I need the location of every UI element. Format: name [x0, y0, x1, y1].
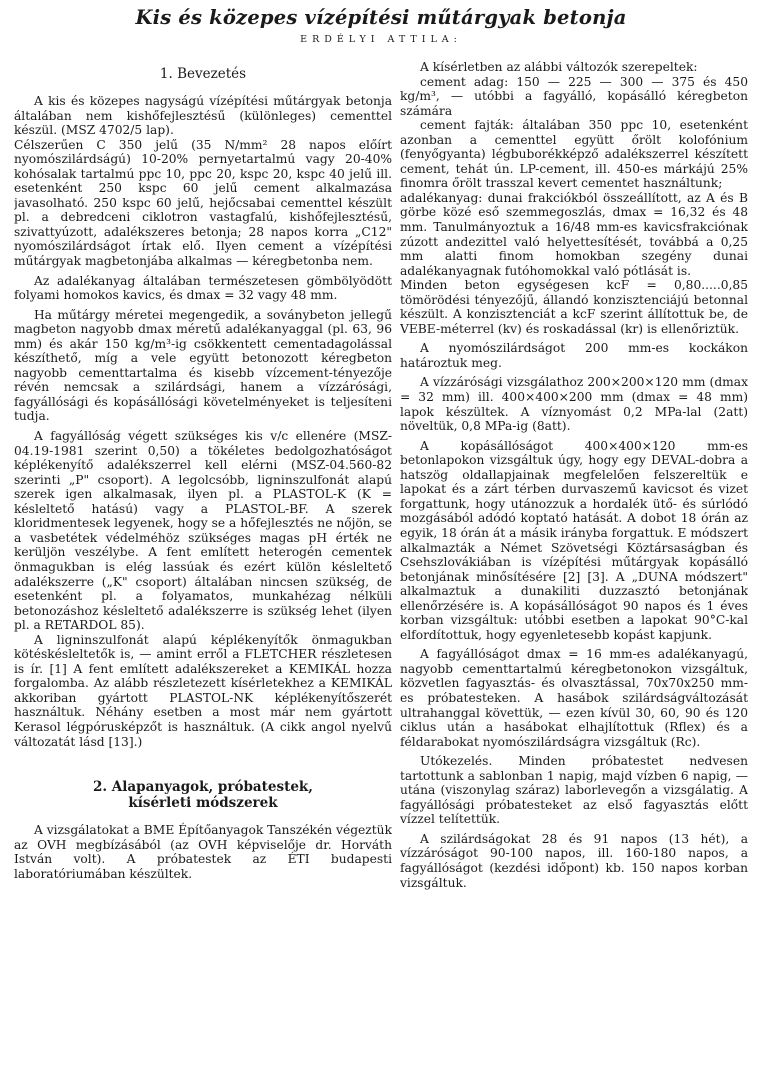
- article-author: ERDÉLYI ATTILA:: [300, 34, 462, 45]
- paragraph: A kopásállóságot 400×400×120 mm-es betonlapokon vizsgáltuk úgy, hogy egy DEVAL-dobra a hatszög oldallapjainak megfelelően felszereltük e lapokat és a zárt térben durvaszemű kavicsot és vizet forgattunk, hogy utánozzuk a hordalék ütő- és súrlódó mozgásából adódó koptató hatását. A dobot 18 órán az egyik, 18 órán át a másik irányba forgattuk. E módszert alkalmazták a Német Szövetségi Köztársaságban és Csehszlovákiában is vízépítési műtárgyak kopásálló betonjának minősítésére [2] [3]. A „DUNA módszert" alkalmaztuk a dunakiliti duzzasztó betonjának ellenőrzésére is. A kopásállóságot 90 napos és 1 éves korban vizsgáltuk: utóbbi esetben a lapokat 90°C-kal elfordítottuk, hogy egyenletesebb kopást kapjunk.: [400, 438, 748, 642]
- paragraph: Utókezelés. Minden próbatestet nedvesen tartottunk a sablonban 1 napig, majd vízben 6 napig, — utána (viszonylag száraz) laborlevegőn a vizsgálatig. A fagyállósági próbatesteket az első fagyasztás előtt vízzel telítettük.: [400, 754, 748, 827]
- right-column: [400, 60, 748, 1078]
- section-2-heading-line1: 2. Alapanyagok, próbatestek,: [93, 779, 313, 796]
- section-1-heading: 1. Bevezetés: [159, 66, 247, 82]
- paragraph: A nyomószilárdságot 200 mm-es kockákon határoztuk meg.: [400, 341, 748, 370]
- paragraph: cement fajták: általában 350 ppc 10, esetenként azonban a cementtel együtt őrölt kolofónium (fenyőgyanta) légbuborékképző adalékszerrel készített cement, tehát ún. LP-cement, ill. 450-es márkájú 25% finomra őrölt trasszal kevert cementet használtunk;: [400, 118, 748, 191]
- paragraph: A kis és közepes nagyságú vízépítési műtárgyak betonja általában nem kishőfejlesztésű (különleges) cementtel készül. (MSZ 4702/5 lap).: [14, 94, 392, 138]
- article-body: [14, 60, 748, 1078]
- left-column: [14, 60, 392, 1078]
- section-2-heading: [14, 780, 392, 811]
- paragraph: Az adalékanyag általában természetesen gömbölyödött folyami homokos kavics, és dmax = 32 vagy 48 mm.: [14, 273, 392, 303]
- paragraph: A kísérletben az alábbi változók szerepeltek:: [420, 60, 698, 74]
- paragraph: Célszerűen C 350 jelű (35 N/mm² 28 napos előírt nyomószilárdságú) 10-20% pernyetartalmú vagy 20-40% kohósalak tartalmú ppc 10, ppc 20, kspc 20, kspc 40 jelű ill. esetenként 250 kspc 60 jelű cement alkalmazása javasolható. 250 kspc 60 jelű, hejőcsabai cementtel készült pl. a debredceni ciklotron vastagfalú, kishőfejlesztésű, szivattyúzott, adalékszeres betonja; 28 napos korra „C12" nyomószilárdságot írtak elő. Ilyen cement a vízépítési műtárgyak magbetonjába alkalmas — kéregbetonba nem.: [14, 137, 392, 269]
- paragraph: cement adag: 150 — 225 — 300 — 375 és 450 kg/m³, — utóbbi a fagyálló, kopásálló kéregbeton számára: [400, 74, 748, 118]
- paragraph: A szilárdságokat 28 és 91 napos (13 hét), a vízzáróságot 90-100 napos, ill. 160-180 napos, a fagyállóságot (kezdési időpont) kb. 150 napos korban vizsgáltuk.: [400, 831, 748, 890]
- paragraph: A ligninszulfonát alapú képlékenyítők önmagukban kötéskésleltetők is, — amint erről a FLETCHER részletesen is ír. [1] A fent említett adalékszereket a KEMIKÁL hozza forgalomba. Az alább részletezett kísérletekhez a KEMIKÁL akkoriban gyártott PLASTOL-NK képlékenyítőszerét használtuk. Néhány esetben a most már nem gyártott Kerasol légpórusképzőt is használtuk. (A cikk angol nyelvű változatát lásd [13].): [14, 632, 392, 749]
- paragraph: A vízzárósági vizsgálathoz 200×200×120 mm (dmax = 32 mm) ill. 400×400×200 mm (dmax = 48 mm) lapok készültek. A víznyomást 0,2 MPa-lal (2att) növeltük, 0,8 MPa-ig (8att).: [400, 375, 748, 434]
- article-title: Kis és közepes vízépítési műtárgyak betonja: [135, 6, 627, 29]
- paragraph: adalékanyag: dunai frakciókból összeállított, az A és B görbe közé eső szemmegoszlás, dmax = 16,32 és 48 mm. Tanulmányoztuk a 16/48 mm-es kavicsfrakciónak zúzott andezittel való helyettesítését, továbbá a 0,25 mm alatti finom homokban szegény dunai adalékanyagnak futóhomokkal való pótlását is.: [400, 190, 748, 278]
- section-2-heading-line2: kísérleti módszerek: [128, 794, 278, 811]
- paragraph: Minden beton egységesen kcF = 0,80.....0,85 tömörödési tényezőjű, állandó konzisztenciájú betonnal készült. A konzisztenciát a kcF szerint állítottuk be, de VEBE-méterrel (kv) és roskadással (kr) is ellenőriztük.: [400, 278, 748, 336]
- paragraph: Ha műtárgy méretei megengedik, a soványbeton jellegű magbeton nagyobb dmax méretű adalékanyaggal (pl. 63, 96 mm) és akár 150 kg/m³-ig csökkentett cementadagolással készíthető, míg a vele együtt betonozott kéregbeton nagyobb cementtartalma és kisebb vízcement-tényezője révén nemcsak a szilárdsági, hanem a vízzárósági, fagyállósági és kopásállósági követelményeket is teljesíteni tudja.: [14, 307, 392, 424]
- paragraph: A fagyállóság végett szükséges kis v/c ellenére (MSZ-04.19-1981 szerint 0,50) a tökéletes bedolgozhatóságot képlékenyítő adalékszerrel kell elérni (MSZ-04.560-82 szerinti „P" csoport). A legolcsóbb, ligninszulfonát alapú szerek igen alkalmasak, ilyen pl. a PLASTOL-K (K = késleltető hatású) vagy a PLASTOL-BF. A szerek kloridmentesek legyenek, hogy se a hőfejlesztés ne nőjön, se a vasbetétek védelméhöz szükséges magas pH érték ne kerüljön veszélybe. A fent említett heterogén cementek önmagukban is elég lassúak és ezért külön késleltető adalékszerre („K" csoport) általában nincsen szükség, de esetenként pl. a folyamatos, munkahézag nélküli betonozáshoz késleltető adalékszerre is szükség lehet (ilyen pl. a RETARDOL 85).: [14, 429, 392, 633]
- paragraph: A fagyállóságot dmax = 16 mm-es adalékanyagú, nagyobb cementtartalmú kéregbetonokon vizsgáltuk, közvetlen fagyasztás- és olvasztással, 70x70x250 mm-es próbatesteken. A hasábok szilárdságváltozását ultrahanggal követtük, — ezen kívül 30, 60, 90 és 120 ciklus után a hasábokat elhajlítottuk (Rflex) és a féldarabokat nyomószilárdságra vizsgáltuk (Rc).: [400, 647, 748, 749]
- paragraph: A vizsgálatokat a BME Építőanyagok Tanszékén végeztük az OVH megbízásából (az OVH képviselője dr. Horváth István volt). A próbatestek az ÉTI budapesti laboratóriumában készültek.: [14, 823, 392, 881]
